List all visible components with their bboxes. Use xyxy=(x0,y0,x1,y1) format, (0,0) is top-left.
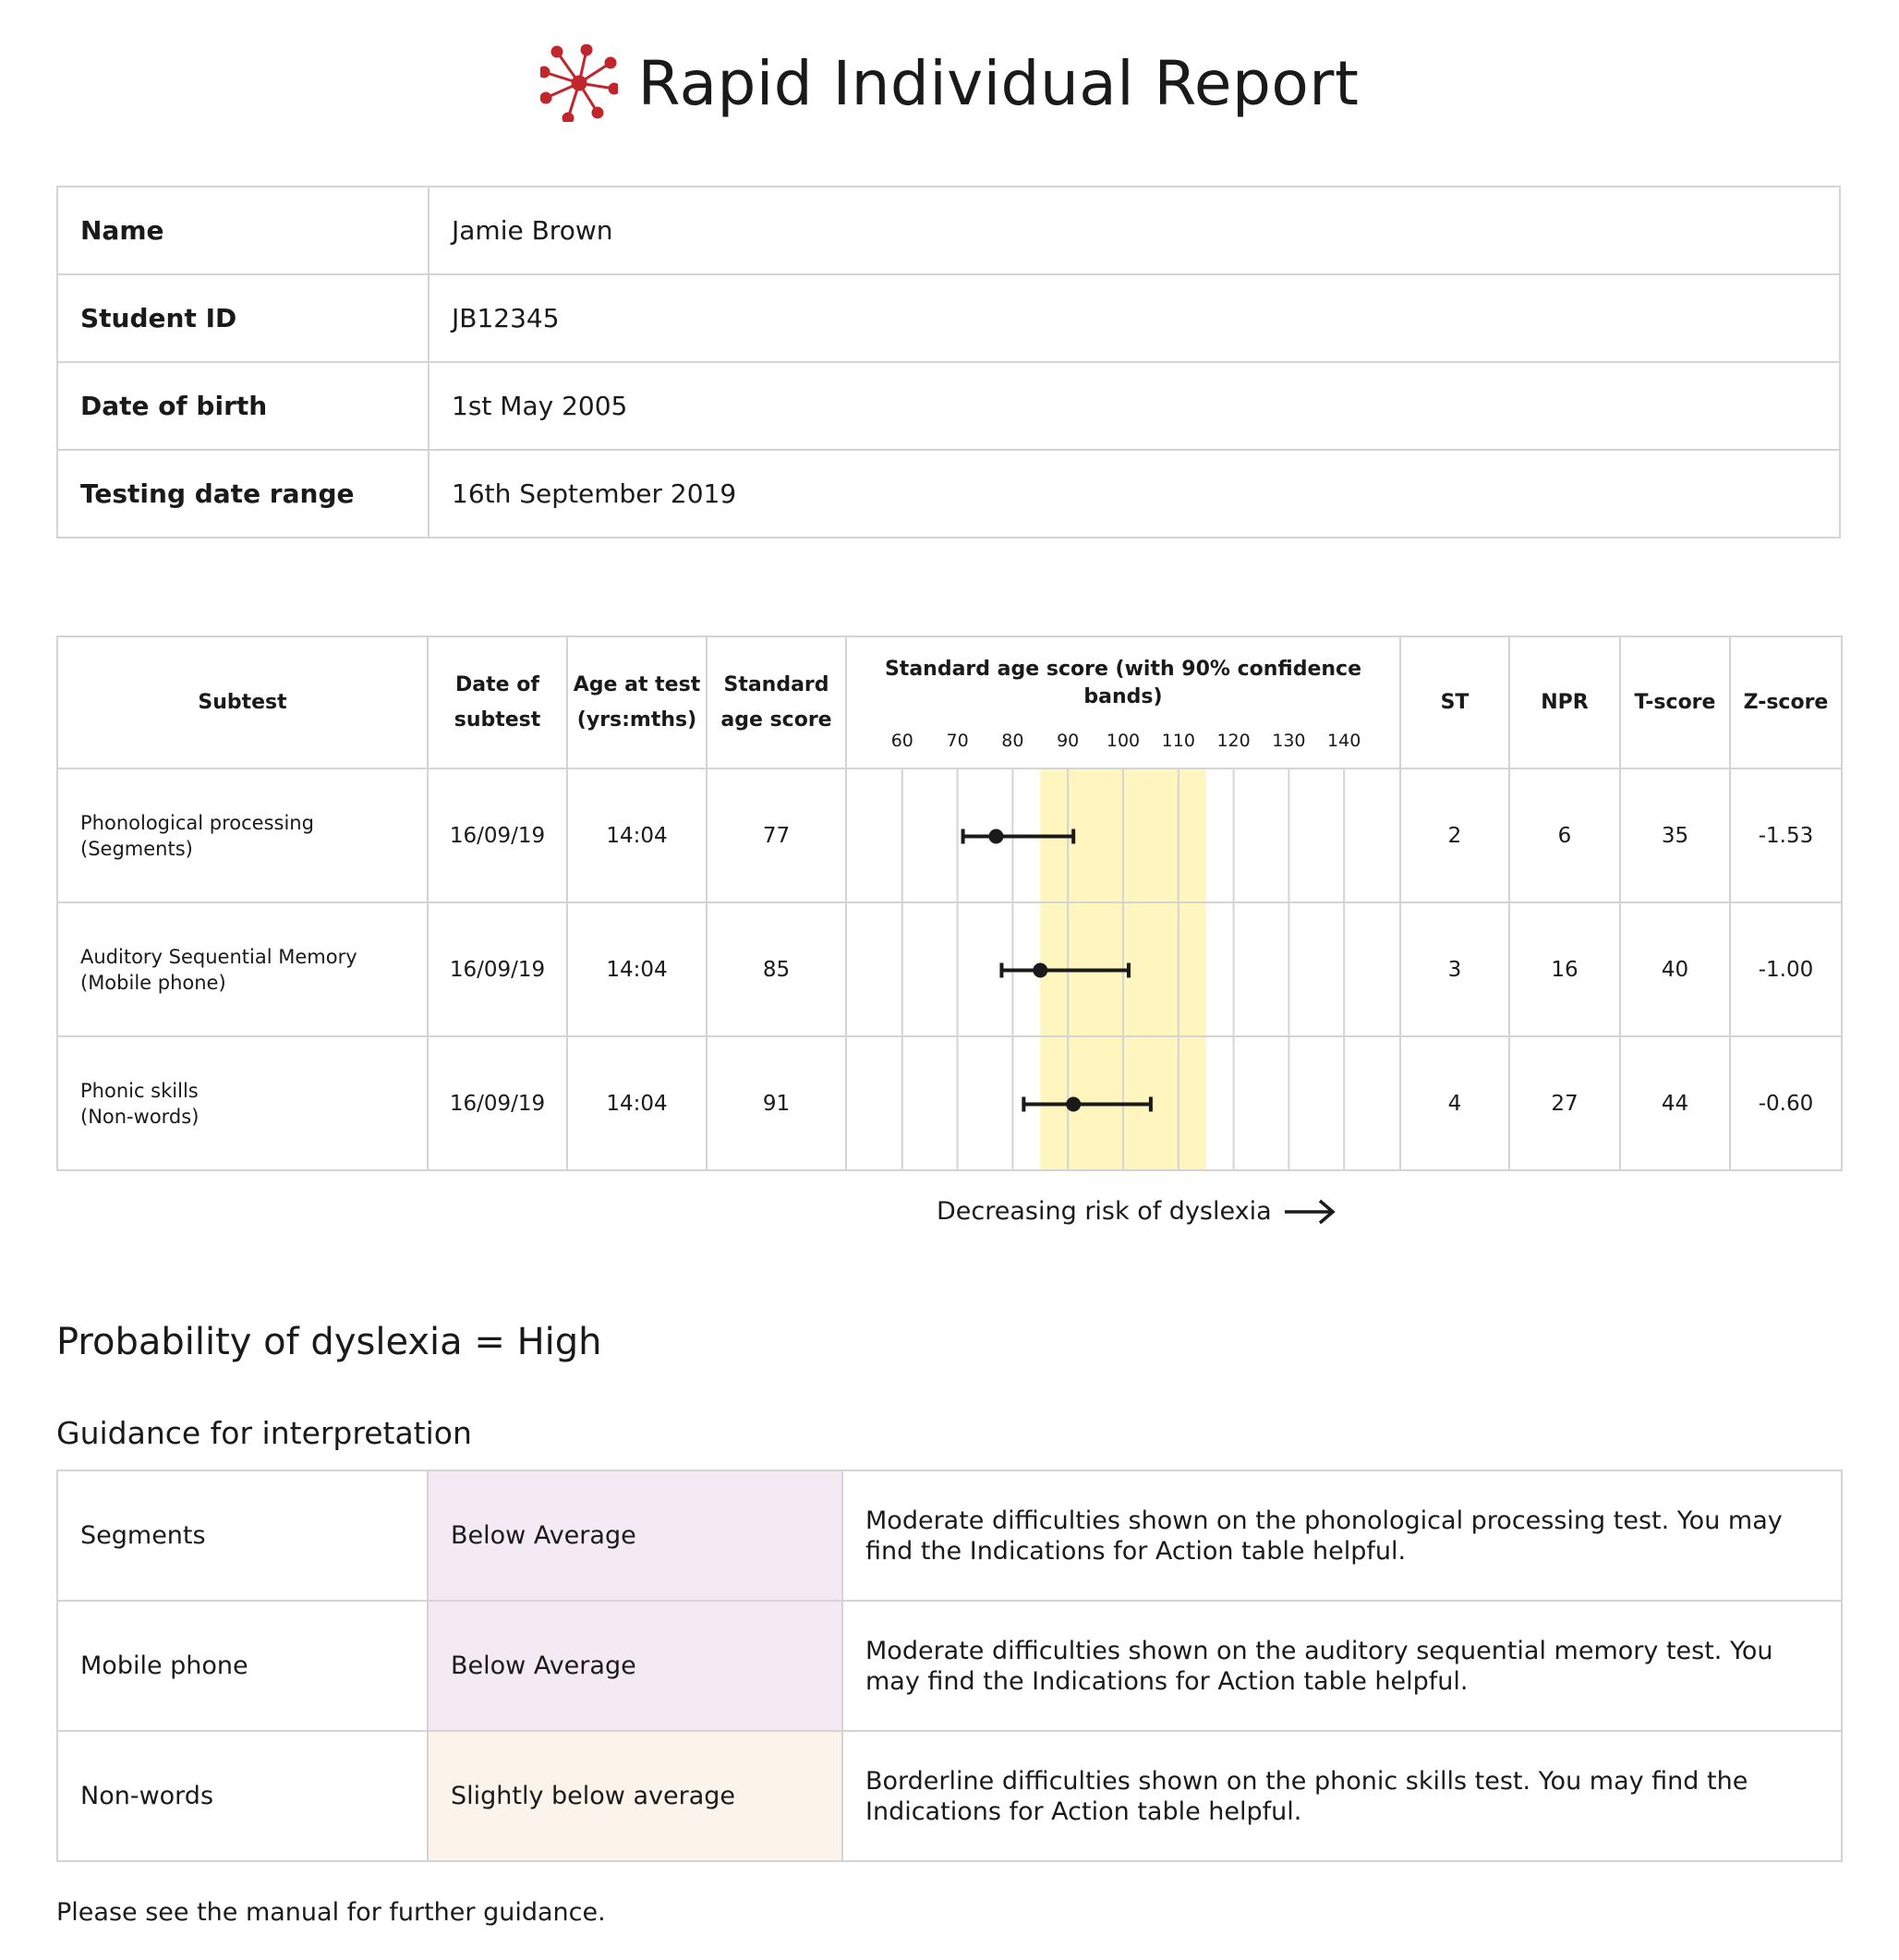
score-row xyxy=(57,1036,1842,1170)
guidance-row xyxy=(57,1731,1842,1861)
guidance-test: Segments xyxy=(57,1470,428,1601)
col-header-st: ST xyxy=(1400,636,1509,768)
subtest-date: 16/09/19 xyxy=(428,902,567,1036)
subtest-st: 3 xyxy=(1400,902,1509,1036)
subtest-age: 14:04 xyxy=(567,902,707,1036)
network-logo-icon xyxy=(540,44,618,122)
guidance-row xyxy=(57,1470,1842,1601)
tick-label: 80 xyxy=(1001,731,1024,751)
col-header-sas: Standard age score xyxy=(707,636,846,768)
info-label: Student ID xyxy=(57,274,429,362)
tick-label: 140 xyxy=(1327,731,1361,751)
score-point xyxy=(988,829,1003,844)
score-plot-cell xyxy=(846,902,1400,1036)
arrow-right-icon xyxy=(1283,1198,1337,1226)
subtest-sas: 85 xyxy=(707,902,846,1036)
subtest-npr: 27 xyxy=(1509,1036,1620,1170)
info-row xyxy=(57,450,1840,538)
score-row xyxy=(57,768,1842,902)
info-row xyxy=(57,274,1840,362)
guidance-table xyxy=(56,1470,1843,1862)
tick-label: 60 xyxy=(890,731,913,751)
subtest-t: 44 xyxy=(1620,1036,1730,1170)
guidance-description: Moderate difficulties shown on the phonological processing test. You may find the Indications for Action table helpful. xyxy=(842,1470,1842,1601)
col-header-npr: NPR xyxy=(1509,636,1620,768)
info-row xyxy=(57,187,1840,274)
subtest-age: 14:04 xyxy=(567,1036,707,1170)
score-row xyxy=(57,902,1842,1036)
risk-note xyxy=(937,1197,1337,1226)
subtest-z: -0.60 xyxy=(1730,1036,1842,1170)
tick-label: 110 xyxy=(1161,731,1195,751)
score-header-row xyxy=(57,636,1842,768)
subtest-t: 35 xyxy=(1620,768,1730,902)
subtest-st: 4 xyxy=(1400,1036,1509,1170)
subtest-st: 2 xyxy=(1400,768,1509,902)
score-table xyxy=(56,635,1843,1171)
footer-note: Please see the manual for further guidance. xyxy=(56,1898,606,1927)
subtest-z: -1.00 xyxy=(1730,902,1842,1036)
guidance-level: Below Average xyxy=(428,1470,842,1601)
tick-label: 130 xyxy=(1272,731,1306,751)
guidance-test: Mobile phone xyxy=(57,1601,428,1731)
subtest-name: Phonic skills (Non-words) xyxy=(57,1036,428,1170)
tick-label: 100 xyxy=(1106,731,1141,751)
score-point xyxy=(1033,963,1047,978)
info-value: Jamie Brown xyxy=(429,187,1840,274)
report-header xyxy=(0,37,1899,129)
guidance-row xyxy=(57,1601,1842,1731)
subtest-name: Auditory Sequential Memory (Mobile phone) xyxy=(57,902,428,1036)
tick-label: 70 xyxy=(946,731,969,751)
col-header-t: T-score xyxy=(1620,636,1730,768)
subtest-date: 16/09/19 xyxy=(428,1036,567,1170)
student-info-table xyxy=(56,186,1841,538)
guidance-level: Below Average xyxy=(428,1601,842,1731)
subtest-sas: 77 xyxy=(707,768,846,902)
tick-label: 90 xyxy=(1057,731,1080,751)
col-header-plot xyxy=(846,636,1400,768)
score-plot xyxy=(847,1037,1399,1169)
risk-note-text: Decreasing risk of dyslexia xyxy=(937,1197,1272,1226)
col-header-subtest: Subtest xyxy=(57,636,428,768)
info-value: 16th September 2019 xyxy=(429,450,1840,538)
info-value: 1st May 2005 xyxy=(429,362,1840,450)
info-label: Testing date range xyxy=(57,450,429,538)
score-plot xyxy=(847,903,1399,1035)
subtest-age: 14:04 xyxy=(567,768,707,902)
guidance-test: Non-words xyxy=(57,1731,428,1861)
guidance-description: Borderline difficulties shown on the phonic skills test. You may find the Indications for Action table helpful. xyxy=(842,1731,1842,1861)
info-value: JB12345 xyxy=(429,274,1840,362)
score-plot-cell xyxy=(846,1036,1400,1170)
probability-result: Probability of dyslexia = High xyxy=(56,1321,602,1363)
report-title: Rapid Individual Report xyxy=(637,47,1360,119)
score-plot-cell xyxy=(846,768,1400,902)
guidance-description: Moderate difficulties shown on the auditory sequential memory test. You may find the Indications for Action table helpful. xyxy=(842,1601,1842,1731)
plot-tick-labels xyxy=(847,730,1399,767)
subtest-t: 40 xyxy=(1620,902,1730,1036)
subtest-npr: 16 xyxy=(1509,902,1620,1036)
subtest-z: -1.53 xyxy=(1730,768,1842,902)
score-plot xyxy=(847,769,1399,901)
subtest-npr: 6 xyxy=(1509,768,1620,902)
col-header-z: Z-score xyxy=(1730,636,1842,768)
tick-label: 120 xyxy=(1216,731,1251,751)
col-header-date: Date of subtest xyxy=(428,636,567,768)
info-row xyxy=(57,362,1840,450)
info-label: Name xyxy=(57,187,429,274)
subtest-date: 16/09/19 xyxy=(428,768,567,902)
subtest-name: Phonological processing (Segments) xyxy=(57,768,428,902)
guidance-heading: Guidance for interpretation xyxy=(56,1415,472,1451)
plot-title: Standard age score (with 90% confidence bands) xyxy=(884,658,1362,708)
col-header-age: Age at test (yrs:mths) xyxy=(567,636,707,768)
score-point xyxy=(1066,1097,1081,1112)
subtest-sas: 91 xyxy=(707,1036,846,1170)
guidance-level: Slightly below average xyxy=(428,1731,842,1861)
info-label: Date of birth xyxy=(57,362,429,450)
